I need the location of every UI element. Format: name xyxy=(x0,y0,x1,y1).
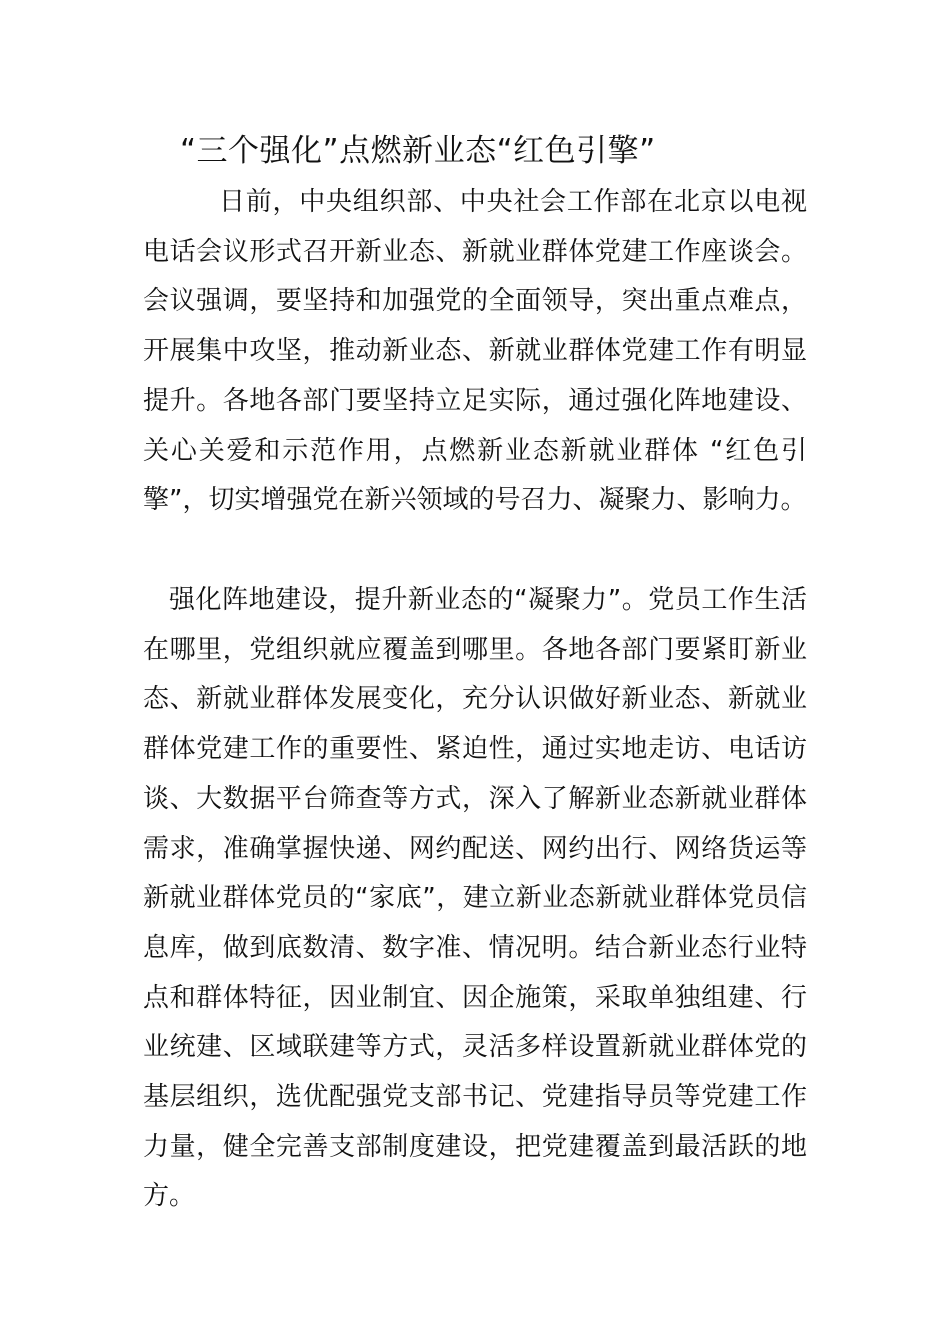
body-paragraph-1: 日前，中央组织部、中央社会工作部在北京以电视电话会议形式召开新业态、新就业群体党建工作座谈会。会议强调，要坚持和加强党的全面领导，突出重点难点，开展集中攻坚，推动新业态、新就业群体党建工作有明显提升。各地各部门要坚持立足实际，通过强化阵地建设、关心关爱和示范作用，点燃新业态新就业群体 “红色引擎”，切实增强党在新兴领域的号召力、凝聚力、影响力。 xyxy=(143,187,807,516)
body-paragraph-2: 强化阵地建设，提升新业态的“凝聚力”。党员工作生活在哪里，党组织就应覆盖到哪里。各地各部门要紧盯新业态、新就业群体发展变化，充分认识做好新业态、新就业群体党建工作的重要性、紧迫性，通过实地走访、电话访谈、大数据平台筛查等方式，深入了解新业态新就业群体需求，准确掌握快递、网约配送、网约出行、网络货运等新就业群体党员的“家底”，建立新业态新就业群体党员信息库，做到底数清、数字准、情况明。结合新业态行业特点和群体特征，因业制宜、因企施策，采取单独组建、行业统建、区域联建等方式，灵活多样设置新就业群体党的基层组织，选优配强党支部书记、党建指导员等党建工作力量，健全完善支部制度建设，把党建覆盖到最活跃的地方。 xyxy=(143,585,807,1212)
document-title: “三个强化”点燃新业态“红色引擎” xyxy=(180,133,656,169)
